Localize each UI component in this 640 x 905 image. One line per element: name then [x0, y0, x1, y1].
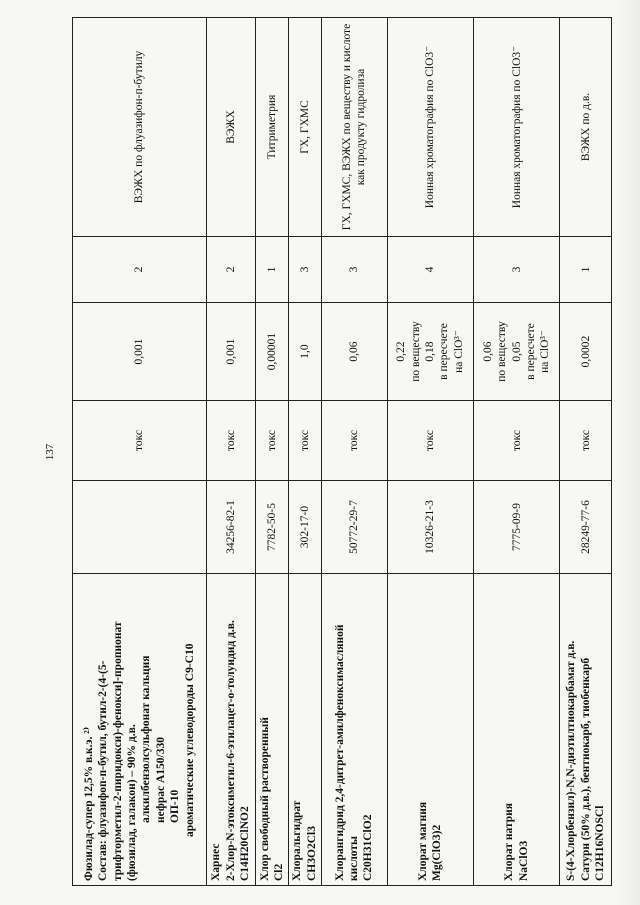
value-line: на ClO³⁻ [452, 330, 465, 373]
value-cell: 0,00001 [256, 303, 289, 401]
cas-cell: 7775-09-9 [474, 481, 560, 574]
substance-name-line: Харнес [210, 843, 223, 881]
table-row [560, 18, 612, 886]
class-cell: 3 [288, 237, 321, 303]
component-line: алкилбензолсульфонат кальция [140, 655, 153, 823]
substance-name-line: Фюзилад-супер 12,5% в.к.э. ²⁾ [82, 726, 95, 881]
value-line: на ClO³⁻ [539, 330, 552, 373]
substance-formula: C12H16NOSCl [593, 805, 606, 881]
substance-formula: C20H31ClO2 [362, 814, 375, 881]
substance-name-cell [73, 574, 207, 886]
substance-name-line: Хлорат магния [416, 801, 429, 881]
substance-composition: Состав: флуазифоп-п-бутил, бутил-2-(4-(5-трифторметил-2-пиридокси)-фенокси]-пропионат (фюзилад, галакон) – 90% д.в. [97, 621, 139, 881]
cas-cell: 302-17-0 [288, 481, 321, 574]
substance-name-line: Хлорат натрия [503, 803, 516, 881]
method-cell: ВЭЖХ по флуазифон-п-бутилу [73, 18, 207, 237]
method-cell: ВЭЖХ по д.в. [560, 18, 612, 237]
method-cell: Ионная хроматография по ClO3⁻ [474, 18, 560, 237]
value-cell [387, 303, 473, 401]
class-cell: 1 [256, 237, 289, 303]
method-cell: ГХ, ГХМС, ВЭЖХ по веществу и кислоте как продукту гидролиза [321, 18, 387, 237]
substance-name-cell [321, 574, 387, 886]
hazard-cell: токс [321, 401, 387, 481]
substances-table [72, 17, 612, 886]
method-cell: Титриметрия [256, 18, 289, 237]
table-row [73, 18, 207, 886]
value-line: 0,22 [395, 341, 408, 362]
class-cell: 3 [321, 237, 387, 303]
hazard-cell: токс [387, 401, 473, 481]
hazard-cell: токс [474, 401, 560, 481]
substance-name-line: Хлоральгидрат [291, 800, 304, 881]
substance-name-cell [474, 574, 560, 886]
method-cell: ГХ, ГХМС [288, 18, 321, 237]
hazard-cell: токс [206, 401, 255, 481]
substance-formula: Mg(ClO3)2 [431, 824, 444, 881]
cas-cell [73, 481, 207, 574]
cas-cell: 34256-82-1 [206, 481, 255, 574]
substance-name-line: Хлорангидрид 2,4-дитрет-амилфеноксимасляной кислоты [333, 624, 360, 881]
substance-name-line: Сатурн (50% д.в.), бентиокарб, тиобенкарб [579, 657, 592, 881]
substance-name-line: Хлор свободный растворенный [258, 717, 271, 881]
class-cell: 4 [387, 237, 473, 303]
substance-name-cell [560, 574, 612, 886]
value-cell: 1,0 [288, 303, 321, 401]
value-line: 0,18 [424, 341, 437, 362]
value-line: 0,05 [510, 341, 523, 362]
substance-formula: Cl2 [273, 863, 286, 881]
table-row [474, 18, 560, 886]
hazard-cell: токс [256, 401, 289, 481]
class-cell: 2 [73, 237, 207, 303]
value-cell: 0,06 [321, 303, 387, 401]
value-line: 0,06 [481, 341, 494, 362]
table-row [321, 18, 387, 886]
cas-cell: 50772-29-7 [321, 481, 387, 574]
method-cell: ВЭЖХ [206, 18, 255, 237]
value-line: в пересчете [524, 323, 537, 380]
class-cell: 1 [560, 237, 612, 303]
table-row [288, 18, 321, 886]
table-holder [72, 18, 612, 886]
method-cell: Ионная хроматография по ClO3⁻ [387, 18, 473, 237]
hazard-cell: токс [73, 401, 207, 481]
cas-cell: 28249-77-6 [560, 481, 612, 574]
substance-name-cell [387, 574, 473, 886]
value-line: по веществу [496, 321, 509, 382]
value-cell: 0,0002 [560, 303, 612, 401]
component-line: нефрас А150/330 [154, 737, 167, 823]
table-row [206, 18, 255, 886]
substance-formula: CH3O2Cl3 [305, 826, 318, 881]
substance-name-cell [256, 574, 289, 886]
component-line: ароматические углеводороды С9-С10 [183, 643, 196, 837]
class-cell: 3 [474, 237, 560, 303]
hazard-cell: токс [288, 401, 321, 481]
table-row [256, 18, 289, 886]
substance-name-cell [288, 574, 321, 886]
class-cell: 2 [206, 237, 255, 303]
page-number: 137 [44, 443, 56, 461]
substance-formula: NaClO3 [517, 840, 530, 881]
table-row [387, 18, 473, 886]
value-cell: 0,001 [206, 303, 255, 401]
value-line: по веществу [409, 321, 422, 382]
substance-formula: C14H20ClNO2 [239, 806, 252, 881]
page-edge-shadow [617, 0, 640, 905]
hazard-cell: токс [560, 401, 612, 481]
substance-name-line: 2-Хлор-N-этоксиметил-6-этилацет-о-толуидид д.в. [224, 620, 237, 881]
component-line: ОП-10 [169, 789, 182, 823]
rotated-table-frame [72, 18, 612, 886]
value-line: в пересчете [438, 323, 451, 380]
value-cell [474, 303, 560, 401]
substance-name-line: S-(4-Хлорбензил)-N,N-диэтилтиокарбамат д.в. [565, 640, 578, 881]
substance-name-cell [206, 574, 255, 886]
value-cell: 0,001 [73, 303, 207, 401]
cas-cell: 10326-21-3 [387, 481, 473, 574]
cas-cell: 7782-50-5 [256, 481, 289, 574]
